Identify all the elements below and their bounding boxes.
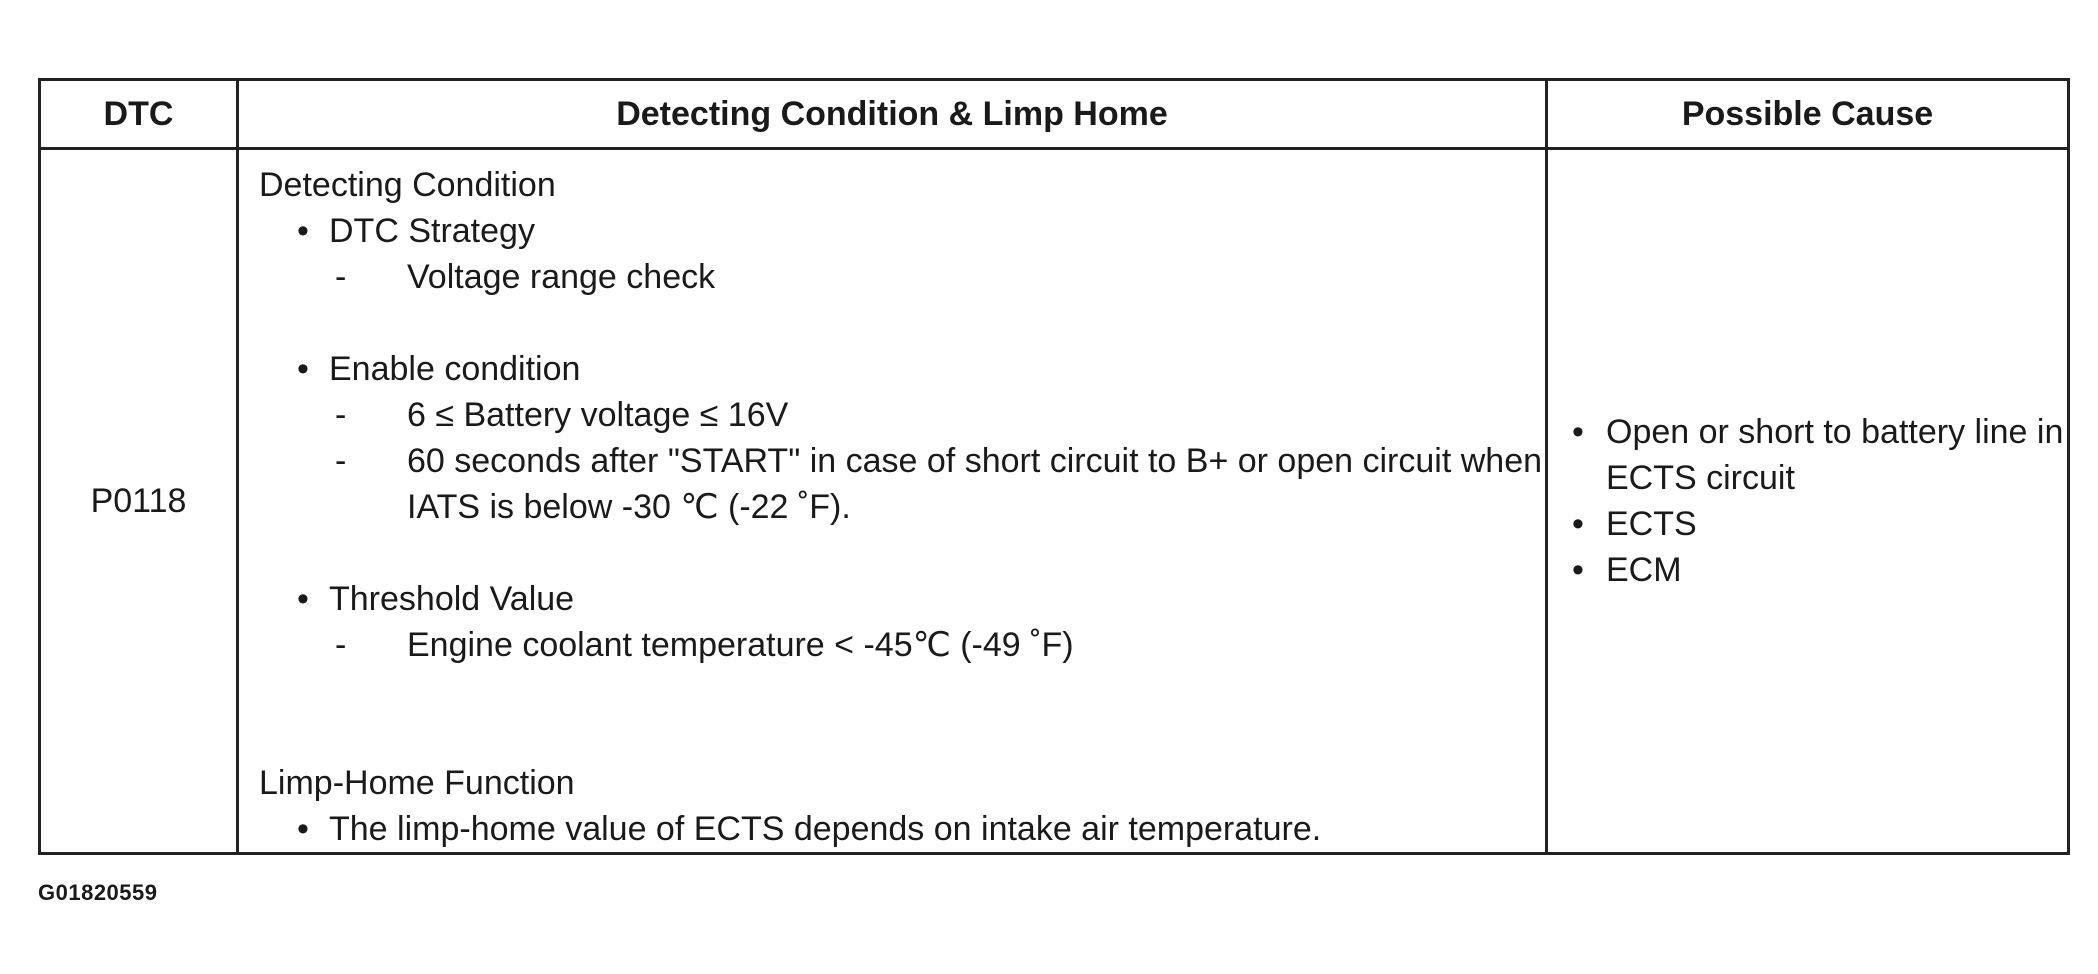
figure-id: G01820559 (38, 880, 158, 905)
table-header-row (40, 80, 2069, 149)
dtc-code-cell: P0118 (40, 149, 238, 854)
detecting-condition-title: Detecting Condition (259, 166, 556, 204)
dtc-strategy-item-text: Voltage range check (407, 258, 716, 296)
enable-condition-item-text: 60 seconds after "START" in case of short circuit to B+ or open circuit when IATS is below -30 ℃ (-22 ˚F). (407, 442, 1543, 526)
enable-condition-label: Enable condition (329, 350, 581, 388)
threshold-value-label: Threshold Value (329, 580, 575, 618)
bullet-icon: • (297, 810, 309, 848)
limp-home-title: Limp-Home Function (259, 764, 575, 802)
bullet-icon: • (1572, 505, 1584, 543)
table-row (40, 149, 2069, 854)
bullet-icon: • (297, 212, 309, 250)
dash-icon: - (335, 258, 347, 296)
limp-home-bullet (259, 806, 1545, 852)
dash-icon: - (335, 442, 347, 480)
possible-cause-item (1568, 547, 2067, 593)
header-possible-cause: Possible Cause (1547, 80, 2069, 149)
bullet-icon: • (297, 580, 309, 618)
enable-condition-bullet (259, 346, 1545, 392)
detecting-condition-cell (238, 149, 1547, 854)
limp-home-item-text: The limp-home value of ECTS depends on intake air temperature. (329, 810, 1322, 848)
dtc-strategy-bullet (259, 208, 1545, 254)
possible-cause-text: Open or short to battery line in ECTS circuit (1606, 413, 2064, 497)
possible-cause-item (1568, 409, 2067, 501)
dtc-table (38, 78, 2070, 855)
bullet-icon: • (1572, 551, 1584, 589)
header-condition: Detecting Condition & Limp Home (238, 80, 1547, 149)
threshold-value-item (259, 622, 1545, 668)
header-dtc: DTC (40, 80, 238, 149)
enable-condition-item-text: 6 ≤ Battery voltage ≤ 16V (407, 396, 789, 434)
bullet-icon: • (297, 350, 309, 388)
dash-icon: - (335, 396, 347, 434)
possible-cause-cell (1547, 149, 2069, 854)
enable-condition-item (259, 438, 1545, 530)
possible-cause-text: ECM (1606, 551, 1682, 589)
dash-icon: - (335, 626, 347, 664)
threshold-value-item-text: Engine coolant temperature < -45℃ (-49 ˚F) (407, 626, 1074, 664)
dtc-strategy-label: DTC Strategy (329, 212, 535, 250)
possible-cause-text: ECTS (1606, 505, 1697, 543)
dtc-strategy-item (259, 254, 1545, 300)
threshold-value-bullet (259, 576, 1545, 622)
bullet-icon: • (1572, 413, 1584, 451)
enable-condition-item (259, 392, 1545, 438)
possible-cause-item (1568, 501, 2067, 547)
